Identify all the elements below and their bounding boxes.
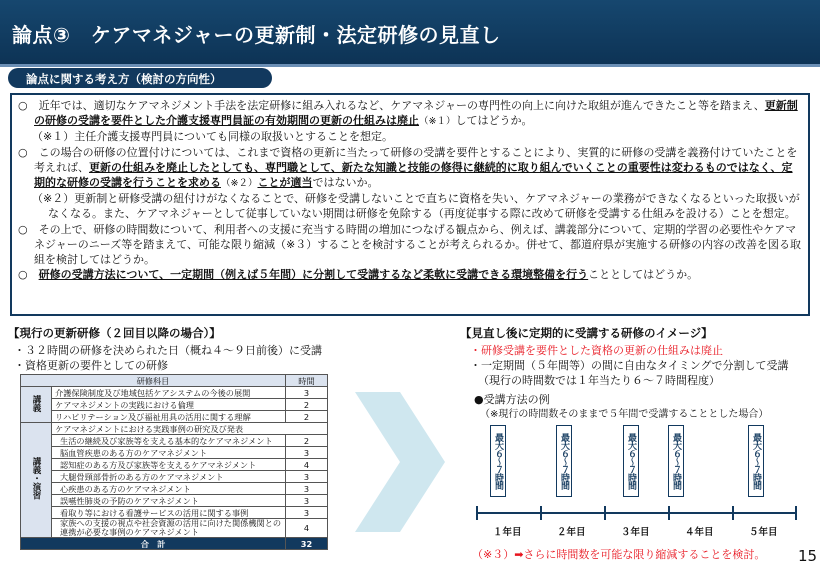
p4-bullet: ○ (18, 268, 39, 282)
revised-line-1: ・研修受講を要件とした資格の更新の仕組みは廃止 (470, 344, 723, 357)
table-cell-hours: 2 (286, 411, 328, 423)
revised-training-heading: 【見直し後に定期的に受講する研修のイメージ】 (460, 326, 713, 340)
table-cell-hours: 3 (286, 507, 328, 519)
title-bar (0, 0, 820, 64)
table-cell-hours: 4 (286, 519, 328, 538)
year-label-1: １年目 (493, 527, 522, 538)
table-row (21, 423, 328, 435)
p2-emphasis-2: ことが適当 (257, 176, 313, 190)
revised-line-4: ●受講方法の例 (474, 393, 550, 406)
timeline-tick (732, 506, 734, 520)
col-hours-header: 時間 (286, 375, 328, 387)
table-cell-hours: 4 (286, 459, 328, 471)
current-training-heading: 【現行の更新研修（２回目以降の場合）】 (8, 326, 221, 340)
table-row (21, 435, 328, 447)
timeline-tick (795, 506, 797, 520)
timeline-tick (604, 506, 606, 520)
p2-note-ref: （※２） (221, 178, 258, 190)
total-label: 合 計 (21, 538, 286, 550)
table-cell-hours: 3 (286, 387, 328, 399)
table-row (21, 507, 328, 519)
year-box-3: 最大６〜７時間 (623, 425, 639, 497)
table-total-row (21, 538, 328, 550)
year-label-2: ２年目 (557, 527, 586, 538)
p4-end: こととしてはどうか。 (588, 268, 699, 282)
p2-emphasis: 更新の仕組みを廃止したとしても、専門職として、新たな知識と技能の修得に継続的に取り組んでいくことの重要性は変わるものではなく、定期的な研修の受講を行うことを求める (34, 160, 793, 190)
category-lecture: 講義 (21, 387, 52, 423)
current-training-line-1: ・３２時間の研修を決められた日（概ね４～９日前後）に受講 (14, 344, 322, 357)
p1-text: ○ 近年では、適切なケアマネジメント手法を法定研修に組み入れるなど、ケアマネジャーの専門性の向上に向けた取組が進んできたこと等を踏まえ、 (18, 99, 765, 112)
table-row (21, 495, 328, 507)
table-row (21, 483, 328, 495)
col-subject-header: 研修科目 (21, 375, 286, 387)
table-row (21, 459, 328, 471)
year-label-3: ３年目 (621, 527, 650, 538)
table-cell-hours: 3 (286, 495, 328, 507)
year-label-4: ４年目 (685, 527, 714, 538)
table-row (21, 471, 328, 483)
page-title: 論点③ ケアマネジャーの更新制・法定研修の見直し (12, 23, 501, 47)
table-cell-subject: 生活の継続及び家族等を支える基本的なケアマネジメント (52, 435, 286, 447)
table-row (21, 411, 328, 423)
table-row (21, 387, 328, 399)
table-cell-subject: 看取り等における看護サービスの活用に関する事例 (52, 507, 286, 519)
year-box-2: 最大６〜７時間 (556, 425, 572, 497)
revised-line-3: （現行の時間数では１年当たり６～７時間程度） (478, 374, 720, 387)
table-row (21, 399, 328, 411)
p2-text: ○ この場合の研修の位置付けについては、これまで資格の更新に当たって研修の受講を要件とすることにより、実質的に研修の受講を義務付けていたことを考えれば、 (18, 145, 798, 174)
year-box-5: 最大６〜７時間 (748, 425, 764, 497)
table-subheader: ケアマネジメントにおける実践事例の研究及び発表 (52, 423, 328, 435)
table-cell-hours: 2 (286, 399, 328, 411)
table-cell-subject: 認知症のある方及び家族等を支えるケアマネジメント (52, 459, 286, 471)
table-cell-subject: 介護保険制度及び地域包括ケアシステムの今後の展開 (52, 387, 286, 399)
p2-end: ではないか。 (312, 176, 379, 190)
current-training-line-2: ・資格更新の要件としての研修 (14, 359, 168, 372)
table-cell-subject: 心疾患のある方のケアマネジメント (52, 483, 286, 495)
footnote-3: （※３）➡さらに時間数を可能な限り縮減することを検討。 (472, 548, 766, 561)
training-subjects-table (20, 374, 328, 550)
p1-end: してはどうか。 (455, 114, 533, 128)
year-box-1: 最大６〜７時間 (490, 425, 506, 497)
paragraph-2 (18, 145, 802, 192)
table-cell-subject: 家族への支援の視点や社会資源の活用に向けた関係機関との連携が必要な事例のケアマネジメント (52, 519, 286, 538)
revised-line-5: （※現行の時間数そのままで５年間で受講することとした場合） (480, 409, 769, 420)
table-row (21, 447, 328, 459)
paragraph-3: ○ その上で、研修の時間数について、利用者への支援に充当する時間の増加につなげる観点から、例えば、講義部分について、定期的学習の必要性やケアマネジャーのニーズ等を踏まえて、可能な限り縮減（※３）することを検討することが考えられるか。併せて、都道府県が実施する研修の内容の改善を図る取組を検討してはどうか。 (18, 222, 802, 267)
table-cell-subject: 大腿骨頸部骨折のある方のケアマネジメント (52, 471, 286, 483)
table-cell-hours: 3 (286, 447, 328, 459)
category-lecture-exercise: 講義・演習 (21, 423, 52, 538)
table-cell-subject: 誤嚥性肺炎の予防のケアマネジメント (52, 495, 286, 507)
table-cell-hours: 3 (286, 471, 328, 483)
table-cell-hours: 2 (286, 435, 328, 447)
p1-note-ref: （※１） (419, 116, 456, 128)
year-label-5: ５年目 (749, 527, 778, 538)
timeline-tick (668, 506, 670, 520)
timeline-axis (476, 512, 796, 514)
table-cell-subject: リハビリテーション及び福祉用具の活用に関する理解 (52, 411, 286, 423)
revised-line-2: ・一定期間（５年間等）の間に自由なタイミングで分割して受講 (470, 359, 789, 372)
paragraph-1 (18, 98, 802, 129)
paragraph-4 (18, 267, 802, 282)
timeline-tick (476, 506, 478, 520)
note-2: （※２）更新制と研修受講の紐付けがなくなることで、研修を受講しないことで直ちに資格を失い、ケアマネジャーの業務ができなくなるといった取扱いがなくなる。また、ケアマネジャーとして従事していない期間は研修を免除する（再度従事する際に改めて研修を受講する仕組みを設ける）ことを想定。 (32, 192, 800, 221)
p1-emphasis: 更新制の研修の受講を要件とした介護支援専門員証の有効期間の更新の仕組みは廃止 (34, 99, 798, 128)
note-1: （※１）主任介護支援専門員についても同様の取扱いとすることを想定。 (32, 130, 393, 144)
chevron-right-arrow-icon (355, 392, 445, 532)
total-hours: 32 (286, 538, 328, 550)
timeline-tick (540, 506, 542, 520)
table-cell-subject: 脳血管疾患のある方のケアマネジメント (52, 447, 286, 459)
table-row (21, 519, 328, 538)
section-label: 論点に関する考え方（検討の方向性） (8, 68, 272, 88)
p4-emphasis: 研修の受講方法について、一定期間（例えば５年間）に分割して受講するなど柔軟に受講できる環境整備を行う (38, 268, 589, 282)
title-divider (0, 64, 820, 67)
table-header-row (21, 375, 328, 387)
page-number: 15 (798, 547, 818, 565)
year-box-4: 最大６〜７時間 (668, 425, 684, 497)
table-cell-hours: 3 (286, 483, 328, 495)
discussion-box (10, 93, 810, 316)
table-cell-subject: ケアマネジメントの実践における倫理 (52, 399, 286, 411)
